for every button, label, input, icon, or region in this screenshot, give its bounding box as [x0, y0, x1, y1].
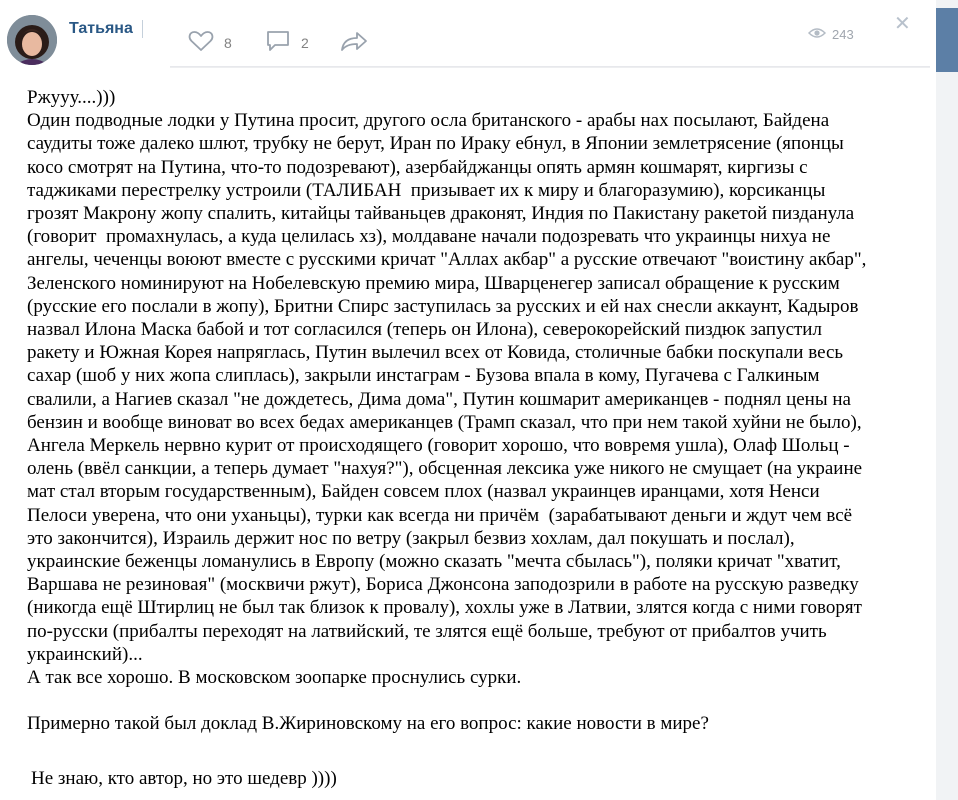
views-counter — [808, 27, 854, 42]
comment-icon — [265, 30, 291, 55]
author-avatar[interactable] — [7, 15, 57, 65]
post-footer-text: Не знаю, кто автор, но это шедевр )))) — [31, 768, 337, 789]
post-text: Ржууу....))) Один подводные лодки у Путина просит, другого осла британского - арабы нах посылают, Байдена саудиты тоже далеко шлют, трубку не берут, Иран по Ираку ебнул, в Японии землетрясение (японцы косо смотрят на Путина, что-то подозревают), азербайджанцы опять армян кошмарят, киргизы с таджиками перестрелку устроили (ТАЛИБАН призывает их к миру и благоразумию), корсиканцы грозят Макрону жопу спалить, китайцы тайваньцев драконят, Индия по Пакистану ракетой пизданула (говорит промахнулась, а куда целилась хз), молдаване начали подозревать что украинцы нихуа не ангелы, чеченцы воюют вместе с русскими кричат "Аллах акбар" а русские отвечают "воистину акбар", Зеленского номинируют на Нобелевскую премию мира, Шварценегер записал обращение к русским (русские его послали в жопу), Бритни Спирс заступилась за русских и ей нах снесли аккаунт, Кадыров назвал Илона Маска бабой и тот согласился (теперь он Илона), северокорейский пиздюк запустил ракету и Южная Корея напряглась, Путин вылечил всех от Ковида, столичные бабки поскупали весь сахар (шоб у них жопа слиплась), закрыли инстаграм - Бузова впала в кому, Пугачева с Галкиным свалили, а Нагиев сказал "не дождетесь, Дима дома", Путин кошмарит американцев - поднял цены на бензин и вообще виноват во всех бедах американцев (Трамп сказал, что при нем такой хуйни не было), Ангела Меркель нервно курит от происходящего (говорит хорошо, что вовремя ушла), Олаф Шольц - олень (ввёл санкции, а теперь думает "нахуя?"), обсценная лексика уже никого не смущает (на украине мат стал вторым государственным), Байден совсем плох (назвал украинцев иранцами, хотя Ненси Пелоси уверена, что они уханьцы), турки как всегда ни причём (зарабатывают деньги и ждут чем всё это закончится), Израиль держит нос по ветру (закрыл безвиз хохлам, дал покушать и послал), украинские беженцы ломанулись в Европу (можно сказать "мечта сбылась"), поляки кричат "хватит, Варшава не резиновая" (москвичи ржут), Бориса Джонсона заподозрили в работе на русскую разведку (никогда ещё Штирлиц не был так близок к провалу), хохлы уже в Латвии, злятся когда с ними говорят по-русски (прибалты переходят на латвийский, те злятся ещё больше, требуют от прибалтов учить украинский)... А так все хорошо. В московском зоопарке проснулись сурки. Примерно такой был доклад В.Жириновскому на его вопрос: какие новости в мире? — [27, 87, 867, 735]
scrollbar-thumb[interactable] — [936, 8, 958, 72]
author-name[interactable]: Татьяна — [69, 20, 133, 37]
share-button[interactable] — [340, 30, 368, 55]
comment-count: 2 — [301, 34, 309, 51]
close-icon[interactable]: ✕ — [894, 13, 911, 35]
views-count: 243 — [832, 27, 854, 42]
like-button[interactable] — [188, 30, 232, 55]
name-separator — [142, 20, 143, 38]
avatar-photo — [7, 15, 57, 65]
comment-button[interactable] — [265, 30, 309, 55]
scrollbar-track[interactable] — [936, 0, 958, 800]
like-count: 8 — [224, 34, 232, 51]
heart-icon — [188, 30, 214, 55]
share-icon — [340, 30, 368, 55]
eye-icon — [808, 27, 826, 42]
